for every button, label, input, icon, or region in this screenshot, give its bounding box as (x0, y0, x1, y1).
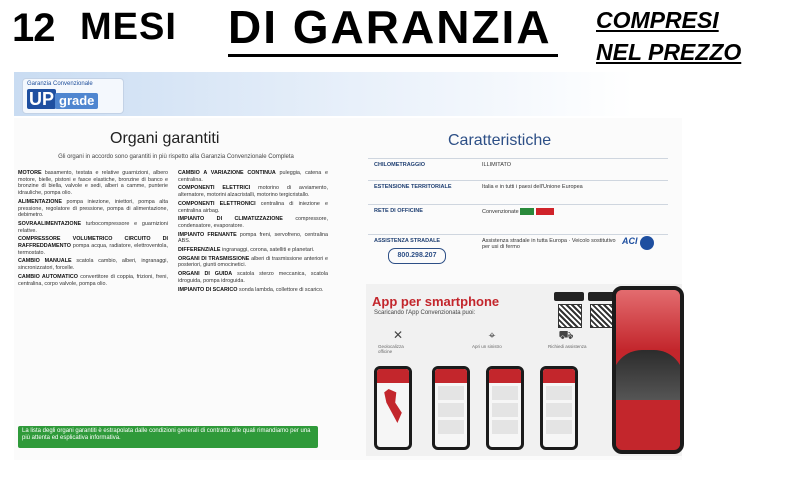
organ-item: ALIMENTAZIONE pompa iniezione, iniettori, pompa alta pressione, regolatore di pressione, pompa di alimentazione, debimetro. (18, 198, 168, 219)
spec-label: RETE DI OFFICINE (374, 208, 423, 214)
map-pin-icon: ⌖ (488, 328, 496, 342)
car-image (612, 350, 684, 400)
logo-top-text: Garanzia Convenzionale (27, 81, 93, 87)
organs-column-b (178, 170, 328, 418)
app-feature-label: Geolocalizza officine (378, 344, 404, 354)
app-store-badge[interactable] (554, 292, 584, 301)
logo-up: UP (29, 89, 55, 109)
organ-item: ORGANI DI GUIDA scatola sterzo meccanica, scatola idroguida, pompa idroguida. (178, 271, 328, 284)
headline-underline (228, 54, 558, 57)
headline-sub-line2: NEL PREZZO (596, 39, 742, 65)
wrench-icon: ✕ (392, 328, 404, 342)
logo-grade: grade (55, 93, 98, 109)
organ-item: DIFFERENZIALE ingranaggi, corona, satelliti e planetari. (178, 247, 315, 254)
organ-item: ORGANI DI TRASMISSIONE alberi di trasmissione anteriori e posteriori, giunti omocinetici. (178, 255, 328, 269)
aci-emblem-icon (640, 236, 654, 250)
organ-item: CAMBIO MANUALE scatola cambio, alberi, ingranaggi, sincronizzatori, forcelle. (18, 258, 168, 272)
organ-item: IMPIANTO DI CLIMATIZZAZIONE compressore, condensatore, evaporatore. (178, 216, 328, 229)
spec-value: ILLIMITATO (482, 162, 512, 168)
specs-title: Caratteristiche (448, 132, 552, 149)
app-title: App per smartphone (372, 294, 500, 309)
organ-item: SOVRAALIMENTAZIONE turbocompressore e guarnizioni relative. (18, 220, 168, 234)
phone-screen-4 (540, 366, 578, 450)
organ-item: IMPIANTO FRENANTE pompa freni, servofreno, centralina ABS. (178, 231, 328, 245)
organ-item: MOTORE basamento, testata e relative guarnizioni, albero motore, bielle, pistoni e fasce elastiche, bronzine di banco e bronzine di biella, valvole e sedi, alberi a camme, punterie idrauliche, pompa olio. (18, 170, 168, 197)
organs-title: Organi garantiti (110, 130, 220, 147)
app-subtitle: Scaricando l'App Convenzionata puoi: (374, 310, 476, 316)
organ-item: CAMBIO A VARIAZIONE CONTINUA puleggia, catena e centralina. (178, 170, 328, 183)
spec-row-territory (368, 180, 668, 203)
partner-logo-icon (536, 208, 554, 215)
spec-value: Italia e in tutti i paesi dell'Unione Europea (482, 184, 583, 190)
italy-map-icon (382, 389, 404, 423)
qr-code-icon (590, 304, 614, 328)
spec-label: ASSISTENZA STRADALE (374, 238, 441, 244)
app-feature-label: Richiedi assistenza (548, 344, 587, 349)
spec-row-workshops (368, 204, 668, 233)
headline-number: 12 (12, 6, 55, 50)
aci-logo: ACI (622, 236, 638, 246)
phone-screen-3 (486, 366, 524, 450)
organ-item: COMPRESSORE VOLUMETRICO CIRCUITO DI RAFFREDDAMENTO pompa acqua, radiatore, elettroventola, termostato. (18, 236, 168, 256)
organs-note: La lista degli organi garantiti è estrapolata dalle condizioni generali di contratto alle quali rimandiamo per una più attenta ed esplicativa informativa. (18, 426, 318, 448)
headline-months: MESI (80, 6, 177, 48)
headline-sub-line1: COMPRESI (596, 7, 719, 33)
organs-column-a (18, 170, 168, 418)
qr-code-icon (558, 304, 582, 328)
app-feature-label: Apri un sinistro (472, 344, 502, 349)
organ-item: CAMBIO AUTOMATICO convertitore di coppia, frizioni, freni, centralina, corpo valvole, pompa olio. (18, 273, 168, 287)
organ-item: COMPONENTI ELETTRICI motorino di avviamento, alternatore, motorini alzacristalli, motorino tergicristallo. (178, 185, 328, 199)
upgrade-logo (22, 78, 124, 114)
headline-main: DI GARANZIA (228, 1, 552, 53)
spec-label: ESTENSIONE TERRITORIALE (374, 184, 452, 190)
tow-truck-icon: ⛟ (558, 328, 574, 342)
organ-item: IMPIANTO DI SCARICO sonda lambda, collettore di scarico. (178, 286, 324, 293)
headline-subtitle (596, 4, 741, 68)
assistance-phone[interactable]: 800.298.207 (388, 248, 446, 264)
spec-value: Assistenza stradale in tutta Europa · Veicolo sostitutivo per usi di fermo (482, 238, 616, 250)
organs-intro: Gli organi in accordo sono garantiti in più rispetto alla Garanzia Convenzionale Completa (58, 154, 294, 160)
spec-label: CHILOMETRAGGIO (374, 162, 426, 168)
spec-row-mileage (368, 158, 668, 179)
phone-screen-2 (432, 366, 470, 450)
network-logo-icon (520, 208, 534, 215)
organ-item: COMPONENTI ELETTRONICI centralina di iniezione e centralina airbag. (178, 200, 328, 214)
phone-map-screen (374, 366, 412, 450)
phone-car-screen (612, 286, 684, 454)
spec-value: Convenzionate (482, 208, 662, 215)
